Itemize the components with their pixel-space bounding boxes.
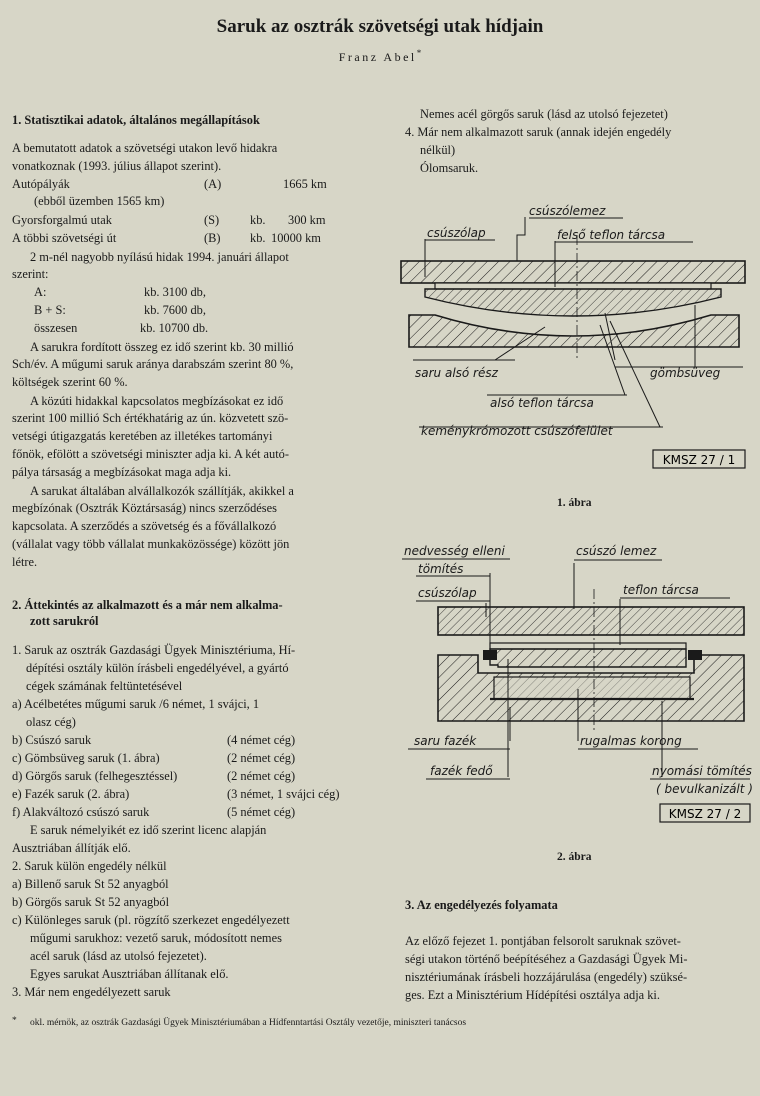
sliding-plate-shape xyxy=(438,607,744,635)
list-item: 1. Saruk az osztrák Gazdasági Ügyek Minisztériuma, Hí- xyxy=(12,643,296,657)
road-name: A többi szövetségi út xyxy=(12,231,117,245)
saru-type: c) Gömbsüveg saruk (1. ábra) xyxy=(12,751,160,765)
paragraph-line: A sarukat általában alvállalkozók szállítják, akikkel a xyxy=(30,484,294,498)
saru-type-count: (5 német cég) xyxy=(227,805,296,819)
figure-2-pot-bearing xyxy=(398,537,755,832)
paragraph-line: (vállalat vagy több vállalat munkaközössége) között jön xyxy=(12,537,290,551)
spherical-cap-shape xyxy=(425,289,721,316)
list-item: olasz cég) xyxy=(26,715,76,729)
upper-teflon-disc-shape xyxy=(435,283,711,289)
list-item: műgumi sarukhoz: vezető saruk, módosított nemes xyxy=(30,931,282,945)
list-item: a) Acélbetétes műgumi saruk /6 német, 1 svájci, 1 xyxy=(12,697,260,711)
article-title: Saruk az osztrák szövetségi utak hídjain xyxy=(216,16,544,37)
paragraph-line: nisztériumának írásbeli hozzájárulása (engedély) szüksé- xyxy=(405,970,688,984)
paragraph-line: Ausztriában állítják elő. xyxy=(12,841,131,855)
bridge-category: összesen xyxy=(34,321,78,335)
figure-1-caption: 1. ábra xyxy=(557,497,592,509)
figure-1-spherical-bearing xyxy=(395,195,755,480)
paragraph-line: Az előző fejezet 1. pontjában felsorolt saruknak szövet- xyxy=(405,934,681,948)
saru-type-count: (4 német cég) xyxy=(227,733,296,747)
paragraph-line: vetségi útigazgatás keretében az illetékes tartományi xyxy=(12,429,273,443)
saru-type-count: (2 német cég) xyxy=(227,751,296,765)
road-value: 300 km xyxy=(288,213,326,227)
saru-type-count: (2 német cég) xyxy=(227,769,296,783)
paragraph-line: főnök, efölött a szövetségi miniszter adja ki. A két autó- xyxy=(12,447,289,461)
paragraph-line: költségek szerint 60 %. xyxy=(12,375,128,389)
paragraph-line: ges. Ezt a Minisztérium Hídépítési osztálya adja ki. xyxy=(405,988,660,1002)
teflon-disc-shape xyxy=(490,643,686,649)
section-3-heading: 3. Az engedélyezés folyamata xyxy=(405,898,558,912)
fig2-label: teflon tárcsa xyxy=(623,583,699,597)
list-item: 2. Saruk külön engedély nélkül xyxy=(12,859,167,873)
paragraph-line: A közúti hidakkal kapcsolatos megbízásokat ez idő xyxy=(30,394,284,408)
paragraph-line: Egyes sarukat Ausztriában állítanak elő. xyxy=(30,967,229,981)
list-item: c) Különleges saruk (pl. rögzítő szerkezet engedélyezett xyxy=(12,913,290,927)
road-approx: kb. xyxy=(250,213,266,227)
bridge-category: A: xyxy=(34,285,47,299)
road-name: Gyorsforgalmú utak xyxy=(12,213,112,227)
fig1-code: KMSZ 27 / 1 xyxy=(662,453,736,467)
list-item: cégek számának feltüntetésével xyxy=(26,679,183,693)
section-1-heading: 1. Statisztikai adatok, általános megállapítások xyxy=(12,113,260,127)
saru-type: f) Alakváltozó csúszó saruk xyxy=(12,805,150,819)
author-footnote-mark: * xyxy=(416,48,422,58)
leader-line xyxy=(517,217,525,261)
list-item: 3. Már nem engedélyezett saruk xyxy=(12,985,171,999)
paragraph-line: szerint 100 millió Sch értékhatárig az ún. közvetett szö- xyxy=(12,411,289,425)
bridge-count: kb. 10700 db. xyxy=(140,321,209,335)
section-2-heading: 2. Áttekintés az alkalmazott és a már nem alkalma- xyxy=(12,598,283,612)
list-item: dépítési osztály külön írásbeli engedélyével, a gyártó xyxy=(26,661,289,675)
bridge-count: kb. 7600 db, xyxy=(144,303,206,317)
bridge-category: B + S: xyxy=(34,303,66,317)
sliding-plate-shape xyxy=(401,261,745,283)
paragraph-line: A bemutatott adatok a szövetségi utakon levő hidakra xyxy=(12,141,278,155)
road-value: 1665 km xyxy=(283,177,327,191)
author-line xyxy=(0,48,760,65)
paragraph-line: létre. xyxy=(12,555,38,569)
paragraph-line: E saruk némelyikét ez idő szerint licenc alapján xyxy=(30,823,267,837)
road-name: Autópályák xyxy=(12,177,70,191)
footnote-mark: * xyxy=(12,1016,17,1026)
pot-lid-shape xyxy=(490,649,686,667)
fig2-label: fazék fedő xyxy=(430,764,493,778)
fig1-label: felső teflon tárcsa xyxy=(557,228,666,242)
fig2-label: tömítés xyxy=(418,562,464,576)
saru-type: e) Fazék saruk (2. ábra) xyxy=(12,787,130,801)
figure-2-caption: 2. ábra xyxy=(557,851,592,863)
list-item: acél saruk (lásd az utolsó fejezetet). xyxy=(30,949,207,963)
list-item: a) Billenő saruk St 52 anyagból xyxy=(12,877,169,891)
saru-type: b) Csúszó saruk xyxy=(12,733,92,747)
fig2-label: csúszó lemez xyxy=(576,544,657,558)
fig2-label: ( bevulkanizált ) xyxy=(656,782,753,796)
list-item: nélkül) xyxy=(420,143,456,157)
list-item: 4. Már nem alkalmazott saruk (annak idején engedély xyxy=(405,125,672,139)
fig1-label: keménykrómozott csúszófelület xyxy=(421,424,613,438)
fig1-label: csúszólemez xyxy=(529,204,606,218)
fig2-label: saru fazék xyxy=(414,734,477,748)
paragraph-line: ségi utakon történő beépítéséhez a Gazdasági Ügyek Mi- xyxy=(405,952,688,966)
paragraph-line: 2 m-nél nagyobb nyílású hidak 1994. januári állapot xyxy=(30,250,289,264)
bearing-lower-part-shape xyxy=(409,315,739,347)
author-name: Franz Abel xyxy=(338,50,417,64)
paragraph-line: pálya társaság a megbízásokat maga adja ki. xyxy=(12,465,232,479)
saru-type-count: (3 német, 1 svájci cég) xyxy=(227,787,340,801)
road-value: 10000 km xyxy=(271,231,321,245)
fig1-label: alsó teflon tárcsa xyxy=(490,396,594,410)
fig2-code: KMSZ 27 / 2 xyxy=(668,807,742,821)
list-item: Ólomsaruk. xyxy=(420,161,479,175)
fig2-label: nyomási tömítés xyxy=(652,764,752,778)
fig1-label: gömbsüveg xyxy=(650,366,721,380)
saru-type: d) Görgős saruk (felhegesztéssel) xyxy=(12,769,178,783)
list-item: b) Görgős saruk St 52 anyagból xyxy=(12,895,170,909)
bridge-count: kb. 3100 db, xyxy=(144,285,206,299)
paragraph-line: vonatkoznak (1993. július állapot szerint). xyxy=(12,159,222,173)
list-item: Nemes acél görgős saruk (lásd az utolsó fejezetet) xyxy=(420,107,668,121)
fig2-label: nedvesség elleni xyxy=(404,544,505,558)
paragraph-line: szerint: xyxy=(12,267,49,281)
road-approx: kb. xyxy=(250,231,266,245)
fig1-label: saru alsó rész xyxy=(415,366,498,380)
fig2-label: rugalmas korong xyxy=(580,734,682,748)
road-code: (B) xyxy=(204,231,221,245)
paragraph-line: megbízónak (Osztrák Köztársaság) nincs szerződéses xyxy=(12,501,277,515)
footnote-text: okl. mérnök, az osztrák Gazdasági Ügyek Minisztériumában a Hídfenntartási Osztály vezetője, miniszteri tanácsos xyxy=(30,1018,467,1028)
paragraph-line: kapcsolata. A szerződés a szövetség és a fővállalkozó xyxy=(12,519,277,533)
paragraph-line: A sarukra fordított összeg ez idő szerint kb. 30 millió xyxy=(30,340,294,354)
road-code: (S) xyxy=(204,213,220,227)
fig1-label: csúszólap xyxy=(427,226,486,240)
paragraph-line: Sch/év. A műgumi saruk aránya darabszám szerint 80 %, xyxy=(12,357,294,371)
road-code: (A) xyxy=(204,177,222,191)
fig2-label: csúszólap xyxy=(418,586,477,600)
road-name: (ebből üzemben 1565 km) xyxy=(34,194,165,208)
section-2-heading-cont: zott sarukról xyxy=(30,614,99,628)
